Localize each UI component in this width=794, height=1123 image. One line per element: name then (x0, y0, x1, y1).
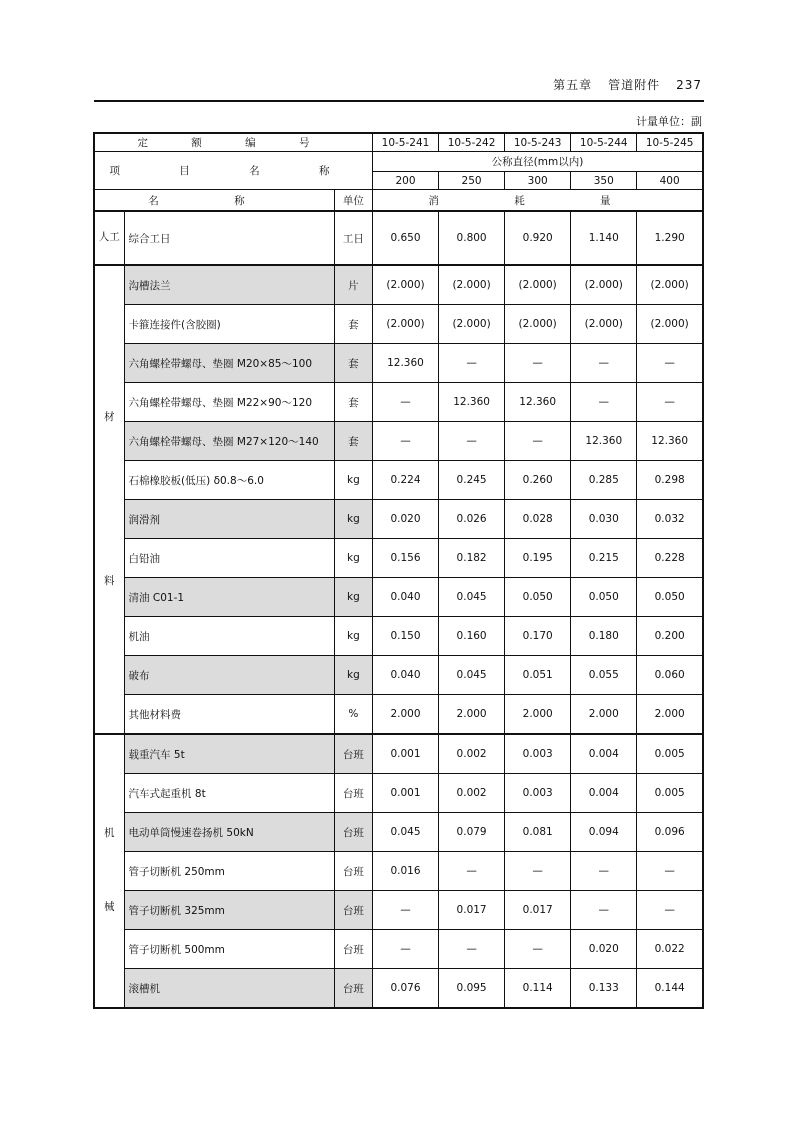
value-cell: 0.180 (571, 617, 637, 656)
item-unit: kg (334, 500, 372, 539)
value-cell: 0.045 (439, 578, 505, 617)
header-row-diameter (94, 152, 703, 172)
value-cell: 1.290 (637, 211, 703, 265)
value-cell: (2.000) (439, 305, 505, 344)
value-cell: 0.003 (505, 734, 571, 774)
item-unit: kg (334, 656, 372, 695)
item-name-label-cell (94, 152, 372, 190)
value-cell: 0.002 (439, 734, 505, 774)
value-cell: 0.016 (372, 852, 438, 891)
table-row (94, 774, 703, 813)
value-cell: 0.040 (372, 578, 438, 617)
header-text (553, 76, 702, 93)
value-cell: 12.360 (637, 422, 703, 461)
item-unit: 套 (334, 305, 372, 344)
item-name: 白铅油 (124, 539, 334, 578)
item-unit: kg (334, 578, 372, 617)
value-cell: 0.160 (439, 617, 505, 656)
item-name: 综合工日 (124, 211, 334, 265)
diameter-cell: 200 (372, 172, 438, 190)
item-unit: 台班 (334, 813, 372, 852)
item-name: 卡箍连接件(含胶圈) (124, 305, 334, 344)
value-cell: 12.360 (372, 344, 438, 383)
value-cell: (2.000) (637, 265, 703, 305)
consumption-label: 消 耗 量 (428, 194, 647, 207)
item-unit: 台班 (334, 852, 372, 891)
table-row (94, 617, 703, 656)
item-name: 石棉橡胶板(低压) δ0.8～6.0 (124, 461, 334, 500)
value-cell: 2.000 (439, 695, 505, 735)
value-cell: 0.298 (637, 461, 703, 500)
item-unit: 台班 (334, 969, 372, 1009)
value-cell: 0.032 (637, 500, 703, 539)
value-cell: — (637, 891, 703, 930)
value-cell: 12.360 (439, 383, 505, 422)
item-name: 管子切断机 325mm (124, 891, 334, 930)
value-cell: 0.030 (571, 500, 637, 539)
value-cell: 0.004 (571, 734, 637, 774)
item-unit: kg (334, 461, 372, 500)
value-cell: 0.005 (637, 734, 703, 774)
item-name: 管子切断机 500mm (124, 930, 334, 969)
value-cell: 2.000 (372, 695, 438, 735)
item-unit: 片 (334, 265, 372, 305)
value-cell: 0.026 (439, 500, 505, 539)
table-row (94, 305, 703, 344)
code-cell: 10-5-241 (372, 133, 438, 152)
group-materials (94, 265, 124, 734)
value-cell: — (439, 422, 505, 461)
item-name: 六角螺栓带螺母、垫圈 M20×85～100 (124, 344, 334, 383)
item-name: 管子切断机 250mm (124, 852, 334, 891)
item-name: 六角螺栓带螺母、垫圈 M22×90～120 (124, 383, 334, 422)
item-unit: % (334, 695, 372, 735)
value-cell: 0.094 (571, 813, 637, 852)
value-cell: — (505, 852, 571, 891)
table-row (94, 930, 703, 969)
item-name: 汽车式起重机 8t (124, 774, 334, 813)
value-cell: — (637, 383, 703, 422)
diameter-cell: 400 (637, 172, 703, 190)
value-cell: 0.045 (372, 813, 438, 852)
value-cell: — (505, 344, 571, 383)
header-row-names (94, 190, 703, 212)
section-label: 管道附件 (608, 78, 661, 92)
value-cell: 0.224 (372, 461, 438, 500)
value-cell: 0.017 (439, 891, 505, 930)
item-name: 破布 (124, 656, 334, 695)
table-row (94, 891, 703, 930)
diameter-cell: 350 (571, 172, 637, 190)
value-cell: 0.150 (372, 617, 438, 656)
value-cell: 0.028 (505, 500, 571, 539)
value-cell: 0.096 (637, 813, 703, 852)
value-cell: 0.095 (439, 969, 505, 1009)
group-label-top: 材 (104, 410, 115, 423)
value-cell: (2.000) (571, 305, 637, 344)
diameter-cell: 250 (439, 172, 505, 190)
value-cell: 0.144 (637, 969, 703, 1009)
item-name: 载重汽车 5t (124, 734, 334, 774)
item-unit: 套 (334, 383, 372, 422)
value-cell: 0.022 (637, 930, 703, 969)
value-cell: 0.228 (637, 539, 703, 578)
value-cell: 0.060 (637, 656, 703, 695)
group-label-top: 机 (104, 827, 115, 840)
item-unit: kg (334, 539, 372, 578)
value-cell: 0.004 (571, 774, 637, 813)
value-cell: — (571, 383, 637, 422)
value-cell: 0.017 (505, 891, 571, 930)
value-cell: 0.114 (505, 969, 571, 1009)
value-cell: 1.140 (571, 211, 637, 265)
table-row (94, 813, 703, 852)
item-unit: 套 (334, 344, 372, 383)
value-cell: — (637, 852, 703, 891)
table-row (94, 383, 703, 422)
value-cell: — (571, 891, 637, 930)
group-machines (94, 734, 124, 1008)
name-label-cell (94, 190, 334, 212)
table-row (94, 500, 703, 539)
diameter-label: 公称直径(mm以内) (372, 152, 703, 172)
value-cell: 12.360 (571, 422, 637, 461)
unit-label: 单位 (334, 190, 372, 212)
value-cell: (2.000) (372, 305, 438, 344)
value-cell: — (571, 344, 637, 383)
code-cell: 10-5-243 (505, 133, 571, 152)
quota-table (93, 132, 704, 1009)
value-cell: 2.000 (571, 695, 637, 735)
value-cell: 0.920 (505, 211, 571, 265)
chapter-label: 第五章 (553, 78, 593, 92)
value-cell: 2.000 (505, 695, 571, 735)
item-unit: kg (334, 617, 372, 656)
diameter-cell: 300 (505, 172, 571, 190)
value-cell: 0.050 (637, 578, 703, 617)
value-cell: — (372, 930, 438, 969)
value-cell: 0.182 (439, 539, 505, 578)
value-cell: 0.215 (571, 539, 637, 578)
page-header (94, 74, 704, 102)
item-unit: 台班 (334, 734, 372, 774)
table-row (94, 344, 703, 383)
value-cell: 0.800 (439, 211, 505, 265)
table-row (94, 539, 703, 578)
value-cell: — (439, 344, 505, 383)
value-cell: 0.081 (505, 813, 571, 852)
table-row (94, 695, 703, 735)
table-row (94, 852, 703, 891)
value-cell: 0.076 (372, 969, 438, 1009)
quota-label-cell (94, 133, 372, 152)
value-cell: 0.051 (505, 656, 571, 695)
value-cell: 0.001 (372, 774, 438, 813)
value-cell: (2.000) (571, 265, 637, 305)
value-cell: — (372, 383, 438, 422)
value-cell: 0.170 (505, 617, 571, 656)
table-row (94, 265, 703, 305)
unit-note: 计量单位：副 (636, 115, 702, 128)
group-label-bottom: 料 (104, 574, 115, 587)
value-cell: 0.245 (439, 461, 505, 500)
item-name: 其他材料费 (124, 695, 334, 735)
value-cell: 0.040 (372, 656, 438, 695)
item-unit: 台班 (334, 774, 372, 813)
table-row (94, 734, 703, 774)
value-cell: — (372, 422, 438, 461)
value-cell: (2.000) (372, 265, 438, 305)
value-cell: — (505, 422, 571, 461)
table-row (94, 578, 703, 617)
value-cell: (2.000) (439, 265, 505, 305)
value-cell: — (571, 852, 637, 891)
value-cell: 0.079 (439, 813, 505, 852)
page-number: 237 (676, 78, 702, 92)
value-cell: 0.020 (571, 930, 637, 969)
value-cell: (2.000) (505, 265, 571, 305)
value-cell: 12.360 (505, 383, 571, 422)
value-cell: 2.000 (637, 695, 703, 735)
value-cell: — (505, 930, 571, 969)
value-cell: 0.050 (505, 578, 571, 617)
table-row (94, 656, 703, 695)
value-cell: — (637, 344, 703, 383)
table-body (94, 133, 703, 1008)
item-name: 沟槽法兰 (124, 265, 334, 305)
table-row (94, 422, 703, 461)
value-cell: 0.133 (571, 969, 637, 1009)
item-unit: 工日 (334, 211, 372, 265)
value-cell: 0.003 (505, 774, 571, 813)
consumption-label-cell (372, 190, 703, 212)
value-cell: (2.000) (637, 305, 703, 344)
header-row-codes (94, 133, 703, 152)
value-cell: 0.045 (439, 656, 505, 695)
item-unit: 台班 (334, 891, 372, 930)
code-cell: 10-5-244 (571, 133, 637, 152)
value-cell: 0.002 (439, 774, 505, 813)
value-cell: 0.260 (505, 461, 571, 500)
value-cell: (2.000) (505, 305, 571, 344)
name-label: 名 称 (148, 194, 281, 207)
value-cell: 0.285 (571, 461, 637, 500)
item-name: 机油 (124, 617, 334, 656)
item-unit: 套 (334, 422, 372, 461)
value-cell: — (439, 852, 505, 891)
group-labor: 人工 (94, 211, 124, 265)
item-unit: 台班 (334, 930, 372, 969)
value-cell: — (372, 891, 438, 930)
value-cell: 0.001 (372, 734, 438, 774)
value-cell: 0.005 (637, 774, 703, 813)
table-row (94, 969, 703, 1009)
value-cell: 0.650 (372, 211, 438, 265)
value-cell: 0.020 (372, 500, 438, 539)
value-cell: — (439, 930, 505, 969)
item-name: 电动单筒慢速卷扬机 50kN (124, 813, 334, 852)
quota-label: 定 额 编 号 (137, 137, 330, 149)
value-cell: 0.050 (571, 578, 637, 617)
item-name: 滚槽机 (124, 969, 334, 1009)
group-label-bottom: 械 (104, 901, 115, 913)
item-name-label: 项 目 名 称 (109, 165, 358, 177)
item-name: 六角螺栓带螺母、垫圈 M27×120～140 (124, 422, 334, 461)
value-cell: 0.200 (637, 617, 703, 656)
value-cell: 0.055 (571, 656, 637, 695)
code-cell: 10-5-245 (637, 133, 703, 152)
labor-row (94, 211, 703, 265)
value-cell: 0.156 (372, 539, 438, 578)
item-name: 清油 C01-1 (124, 578, 334, 617)
value-cell: 0.195 (505, 539, 571, 578)
code-cell: 10-5-242 (439, 133, 505, 152)
item-name: 润滑剂 (124, 500, 334, 539)
table-row (94, 461, 703, 500)
